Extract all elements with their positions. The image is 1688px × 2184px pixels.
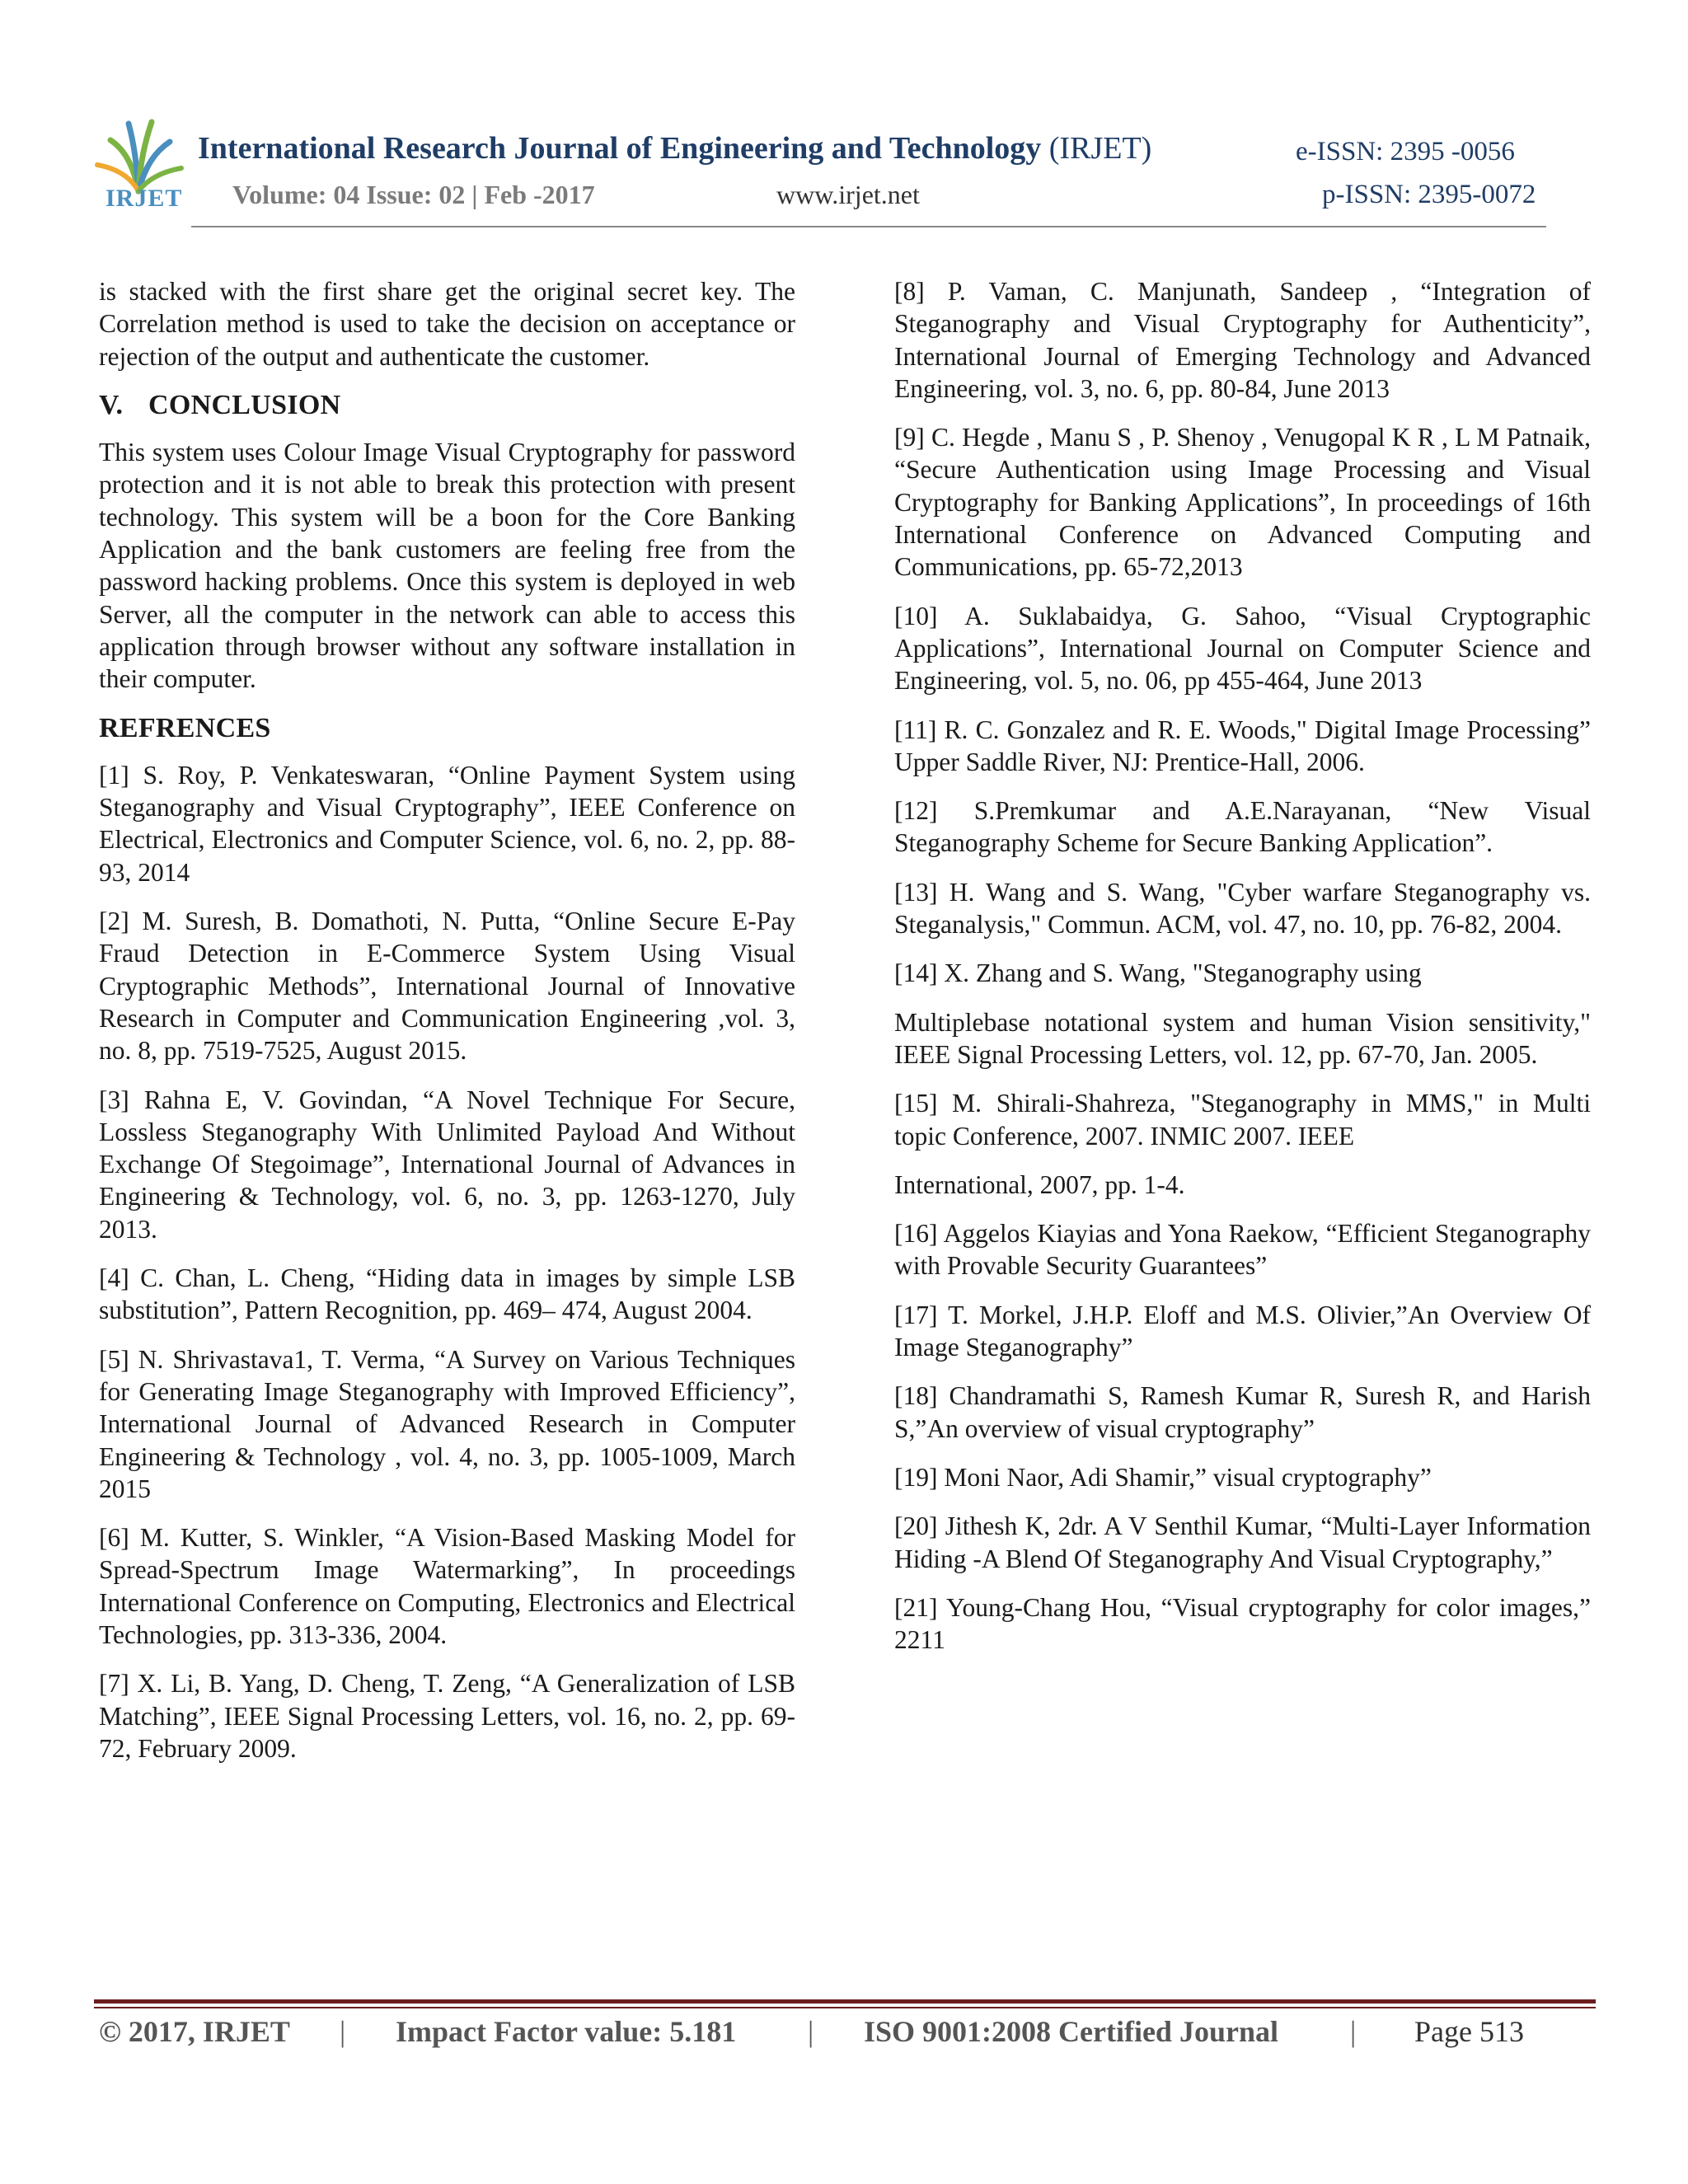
section-number: V. xyxy=(99,389,124,420)
footer-copyright: © 2017, IRJET xyxy=(99,2015,290,2048)
reference-item: [2] M. Suresh, B. Domathoti, N. Putta, “Online Secure E-Pay Fraud Detection in E-Commerce System Using Visual Cryptographic Methods”, International Journal of Innovative Research in Computer and Communication Engineering ,vol. 3, no. 8, pp. 7519-7525, August 2015. xyxy=(99,907,795,1066)
reference-item: [19] Moni Naor, Adi Shamir,” visual cryptography” xyxy=(894,1462,1432,1492)
reference-item: [15] M. Shirali-Shahreza, "Steganography in MMS," in Multi topic Conference, 2007. INMIC 2007. IEEE xyxy=(894,1089,1591,1151)
footer-separator: | xyxy=(1350,2015,1357,2048)
reference-item: Multiplebase notational system and human Vision sensitivity," IEEE Signal Processing Letters, vol. 12, pp. 67-70, Jan. 2005. xyxy=(894,1007,1591,1069)
pissn: p-ISSN: 2395-0072 xyxy=(1322,180,1536,209)
page-number: Page 513 xyxy=(1414,2015,1524,2048)
footer-impact-factor: Impact Factor value: 5.181 xyxy=(396,2015,737,2048)
volume-issue: Volume: 04 Issue: 02 | Feb -2017 xyxy=(232,180,595,209)
eissn: e-ISSN: 2395 -0056 xyxy=(1296,137,1515,166)
reference-item: [13] H. Wang and S. Wang, "Cyber warfare Steganography vs. Steganalysis," Commun. ACM, vol. 47, no. 10, pp. 76-82, 2004. xyxy=(894,877,1591,940)
reference-item: [3] Rahna E, V. Govindan, “A Novel Technique For Secure, Lossless Steganography With Unlimited Payload And Without Exchange Of Stegoimage”, International Journal of Advances in Engineering & Technology, vol. 6, no. 3, pp. 1263-1270, July 2013. xyxy=(99,1085,795,1244)
page-header xyxy=(0,0,1688,223)
intro-paragraph: is stacked with the first share get the original secret key. The Correlation method is used to take the decision on acceptance or rejection of the output and authenticate the customer. xyxy=(99,277,795,371)
reference-item: [20] Jithesh K, 2dr. A V Senthil Kumar, “Multi-Layer Information Hiding -A Blend Of Steganography And Visual Cryptography,” xyxy=(894,1511,1591,1573)
reference-item: [4] C. Chan, L. Cheng, “Hiding data in images by simple LSB substitution”, Pattern Recognition, pp. 469– 474, August 2004. xyxy=(99,1263,795,1325)
website-link[interactable]: www.irjet.net xyxy=(776,180,920,209)
footer-separator: | xyxy=(808,2015,814,2048)
reference-item: [6] M. Kutter, S. Winkler, “A Vision-Based Masking Model for Spread-Spectrum Image Watermarking”, In proceedings International Conference on Computing, Electronics and Electrical Technologies, pp. 313-336, 2004. xyxy=(99,1523,795,1649)
footer-divider-thick xyxy=(94,1999,1596,2004)
footer-separator: | xyxy=(340,2015,346,2048)
reference-item: [14] X. Zhang and S. Wang, "Steganography using xyxy=(894,958,1422,988)
reference-item: [8] P. Vaman, C. Manjunath, Sandeep , “Integration of Steganography and Visual Cryptography for Authenticity”, International Journal of Emerging Technology and Advanced Engineering, vol. 3, no. 6, pp. 80-84, June 2013 xyxy=(894,277,1591,403)
reference-item: [21] Young-Chang Hou, “Visual cryptography for color images,” 2211 xyxy=(894,1592,1591,1655)
journal-name: International Research Journal of Engineering and Technology xyxy=(198,131,1042,166)
header-divider xyxy=(191,226,1546,227)
reference-item: [7] X. Li, B. Yang, D. Cheng, T. Zeng, “A Generalization of LSB Matching”, IEEE Signal Processing Letters, vol. 16, no. 2, pp. 69-72, February 2009. xyxy=(99,1669,795,1763)
left-column xyxy=(99,275,795,1781)
conclusion-paragraph: This system uses Colour Image Visual Cryptography for password protection and it is not able to break this protection with present technology. This system will be a boon for the Core Banking Application and the bank customers are feeling free from the password hacking problems. Once this system is deployed in web Server, all the computer in the network can able to access this application through browser without any software installation in their computer. xyxy=(99,438,795,694)
reference-item: [5] N. Shrivastava1, T. Verma, “A Survey on Various Techniques for Generating Image Steganography with Improved Efficiency”, International Journal of Advanced Research in Computer Engineering & Technology , vol. 4, no. 3, pp. 1005-1009, March 2015 xyxy=(99,1344,795,1503)
right-column xyxy=(894,275,1591,1672)
section-title: CONCLUSION xyxy=(148,389,341,420)
reference-item: International, 2007, pp. 1-4. xyxy=(894,1169,1185,1199)
conclusion-heading xyxy=(99,389,795,421)
footer-iso: ISO 9001:2008 Certified Journal xyxy=(864,2015,1278,2048)
logo-text: IRJET xyxy=(106,185,183,212)
reference-item: [1] S. Roy, P. Venkateswaran, “Online Payment System using Steganography and Visual Cryptography”, IEEE Conference on Electrical, Electronics and Computer Science, vol. 6, no. 2, pp. 88-93, 2014 xyxy=(99,760,795,887)
reference-item: [12] S.Premkumar and A.E.Narayanan, “New Visual Steganography Scheme for Secure Banking Application”. xyxy=(894,796,1591,858)
footer-divider-thin xyxy=(94,2007,1596,2008)
reference-item: [17] T. Morkel, J.H.P. Eloff and M.S. Olivier,”An Overview Of Image Steganography” xyxy=(894,1300,1591,1362)
reference-item: [9] C. Hegde , Manu S , P. Shenoy , Venugopal K R , L M Patnaik, “Secure Authentication using Image Processing and Visual Cryptography for Banking Applications”, In proceedings of 16th International Conference on Advanced Computing and Communications, pp. 65-72,2013 xyxy=(894,423,1591,582)
reference-item: [10] A. Suklabaidya, G. Sahoo, “Visual Cryptographic Applications”, International Journal on Computer Science and Engineering, vol. 5, no. 06, pp 455-464, June 2013 xyxy=(894,601,1591,696)
reference-item: [16] Aggelos Kiayias and Yona Raekow, “Efficient Steganography with Provable Security Guarantees” xyxy=(894,1219,1591,1281)
reference-item: [18] Chandramathi S, Ramesh Kumar R, Suresh R, and Harish S,”An overview of visual cryptography” xyxy=(894,1381,1591,1443)
journal-abbr: (IRJET) xyxy=(1048,131,1152,166)
journal-title xyxy=(198,130,1151,166)
references-heading: REFRENCES xyxy=(99,712,271,743)
reference-item: [11] R. C. Gonzalez and R. E. Woods," Digital Image Processing” Upper Saddle River, NJ: Prentice-Hall, 2006. xyxy=(894,715,1591,776)
